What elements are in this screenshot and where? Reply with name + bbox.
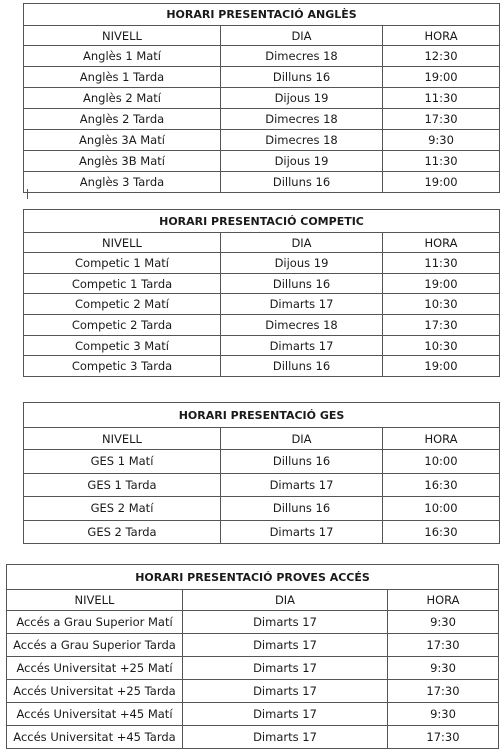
cell-nivell: Anglès 3B Matí xyxy=(24,151,221,172)
cell-hora: 10:30 xyxy=(383,294,500,315)
table-row xyxy=(24,335,500,356)
table-row xyxy=(7,703,499,726)
cell-nivell: GES 1 Matí xyxy=(24,450,221,474)
cell-dia: Dimecres 18 xyxy=(221,130,383,151)
header-dia: DIA xyxy=(183,590,388,611)
cell-hora: 19:00 xyxy=(383,172,500,193)
cell-nivell: Anglès 1 Tarda xyxy=(24,67,221,88)
header-hora: HORA xyxy=(383,26,500,46)
cell-nivell: Anglès 3A Matí xyxy=(24,130,221,151)
table-row xyxy=(7,634,499,657)
cell-hora: 12:30 xyxy=(383,46,500,67)
header-nivell: NIVELL xyxy=(24,233,221,253)
cell-dia: Dilluns 16 xyxy=(221,273,383,294)
cell-dia: Dilluns 16 xyxy=(221,356,383,377)
header-hora: HORA xyxy=(383,428,500,450)
table-row xyxy=(24,67,500,88)
table-row xyxy=(24,109,500,130)
cell-nivell: Anglès 2 Tarda xyxy=(24,109,221,130)
table-row xyxy=(7,611,499,634)
table-row xyxy=(24,520,500,544)
cell-nivell: Competic 3 Matí xyxy=(24,335,221,356)
cell-hora: 17:30 xyxy=(388,726,499,749)
header-hora: HORA xyxy=(383,233,500,253)
cell-dia: Dilluns 16 xyxy=(221,172,383,193)
cell-dia: Dimarts 17 xyxy=(183,611,388,634)
table-row xyxy=(24,130,500,151)
schedule-table-ges xyxy=(23,402,500,544)
cell-nivell: Accés a Grau Superior Tarda xyxy=(7,634,183,657)
cell-dia: Dijous 19 xyxy=(221,253,383,274)
cell-dia: Dijous 19 xyxy=(221,88,383,109)
schedule-table-competic xyxy=(23,209,500,377)
cell-dia: Dimarts 17 xyxy=(221,520,383,544)
table-row xyxy=(24,315,500,336)
cell-hora: 17:30 xyxy=(383,109,500,130)
table-title-angles: HORARI PRESENTACIÓ ANGLÈS xyxy=(24,4,500,26)
cell-hora: 17:30 xyxy=(388,680,499,703)
divider-mark xyxy=(27,189,28,199)
table-row xyxy=(24,273,500,294)
cell-dia: Dimarts 17 xyxy=(183,657,388,680)
table-row xyxy=(24,294,500,315)
cell-hora: 17:30 xyxy=(383,315,500,336)
schedule-table-proves-acces xyxy=(6,564,499,749)
cell-hora: 10:30 xyxy=(383,335,500,356)
cell-hora: 10:00 xyxy=(383,497,500,521)
table-row xyxy=(24,497,500,521)
cell-hora: 9:30 xyxy=(388,657,499,680)
table-row xyxy=(7,657,499,680)
table-row xyxy=(24,46,500,67)
cell-nivell: Competic 2 Tarda xyxy=(24,315,221,336)
cell-dia: Dimarts 17 xyxy=(221,335,383,356)
cell-nivell: Competic 2 Matí xyxy=(24,294,221,315)
cell-nivell: Accés Universitat +25 Matí xyxy=(7,657,183,680)
header-nivell: NIVELL xyxy=(24,26,221,46)
cell-nivell: Anglès 3 Tarda xyxy=(24,172,221,193)
table-title-competic: HORARI PRESENTACIÓ COMPETIC xyxy=(24,210,500,233)
cell-hora: 11:30 xyxy=(383,253,500,274)
cell-dia: Dilluns 16 xyxy=(221,497,383,521)
cell-hora: 16:30 xyxy=(383,473,500,497)
header-nivell: NIVELL xyxy=(24,428,221,450)
cell-dia: Dijous 19 xyxy=(221,151,383,172)
header-dia: DIA xyxy=(221,428,383,450)
cell-hora: 19:00 xyxy=(383,356,500,377)
table-title-ges: HORARI PRESENTACIÓ GES xyxy=(24,403,500,428)
cell-dia: Dilluns 16 xyxy=(221,450,383,474)
cell-nivell: Anglès 2 Matí xyxy=(24,88,221,109)
cell-dia: Dimarts 17 xyxy=(183,703,388,726)
cell-dia: Dimarts 17 xyxy=(183,680,388,703)
table-title-proves-acces: HORARI PRESENTACIÓ PROVES ACCÉS xyxy=(7,565,499,590)
table-row xyxy=(24,356,500,377)
cell-nivell: GES 2 Tarda xyxy=(24,520,221,544)
cell-nivell: Competic 1 Tarda xyxy=(24,273,221,294)
cell-hora: 16:30 xyxy=(383,520,500,544)
cell-nivell: Competic 1 Matí xyxy=(24,253,221,274)
cell-nivell: Accés Universitat +25 Tarda xyxy=(7,680,183,703)
cell-hora: 11:30 xyxy=(383,151,500,172)
cell-dia: Dimecres 18 xyxy=(221,109,383,130)
header-dia: DIA xyxy=(221,233,383,253)
cell-dia: Dimarts 17 xyxy=(221,473,383,497)
cell-hora: 17:30 xyxy=(388,634,499,657)
cell-nivell: Accés Universitat +45 Tarda xyxy=(7,726,183,749)
table-row xyxy=(24,151,500,172)
cell-hora: 19:00 xyxy=(383,67,500,88)
table-row xyxy=(7,680,499,703)
cell-dia: Dimarts 17 xyxy=(183,634,388,657)
table-row xyxy=(24,253,500,274)
cell-hora: 19:00 xyxy=(383,273,500,294)
table-row xyxy=(24,473,500,497)
cell-nivell: Accés a Grau Superior Matí xyxy=(7,611,183,634)
cell-dia: Dimecres 18 xyxy=(221,46,383,67)
schedule-table-angles xyxy=(23,3,500,193)
cell-nivell: Accés Universitat +45 Matí xyxy=(7,703,183,726)
table-row xyxy=(24,88,500,109)
cell-nivell: GES 1 Tarda xyxy=(24,473,221,497)
cell-hora: 11:30 xyxy=(383,88,500,109)
cell-nivell: GES 2 Matí xyxy=(24,497,221,521)
table-row xyxy=(24,172,500,193)
header-nivell: NIVELL xyxy=(7,590,183,611)
cell-dia: Dimarts 17 xyxy=(183,726,388,749)
header-dia: DIA xyxy=(221,26,383,46)
cell-hora: 9:30 xyxy=(388,703,499,726)
header-hora: HORA xyxy=(388,590,499,611)
table-row xyxy=(7,726,499,749)
cell-nivell: Competic 3 Tarda xyxy=(24,356,221,377)
cell-hora: 9:30 xyxy=(383,130,500,151)
cell-hora: 9:30 xyxy=(388,611,499,634)
cell-dia: Dimecres 18 xyxy=(221,315,383,336)
cell-nivell: Anglès 1 Matí xyxy=(24,46,221,67)
table-row xyxy=(24,450,500,474)
cell-dia: Dimarts 17 xyxy=(221,294,383,315)
cell-dia: Dilluns 16 xyxy=(221,67,383,88)
cell-hora: 10:00 xyxy=(383,450,500,474)
